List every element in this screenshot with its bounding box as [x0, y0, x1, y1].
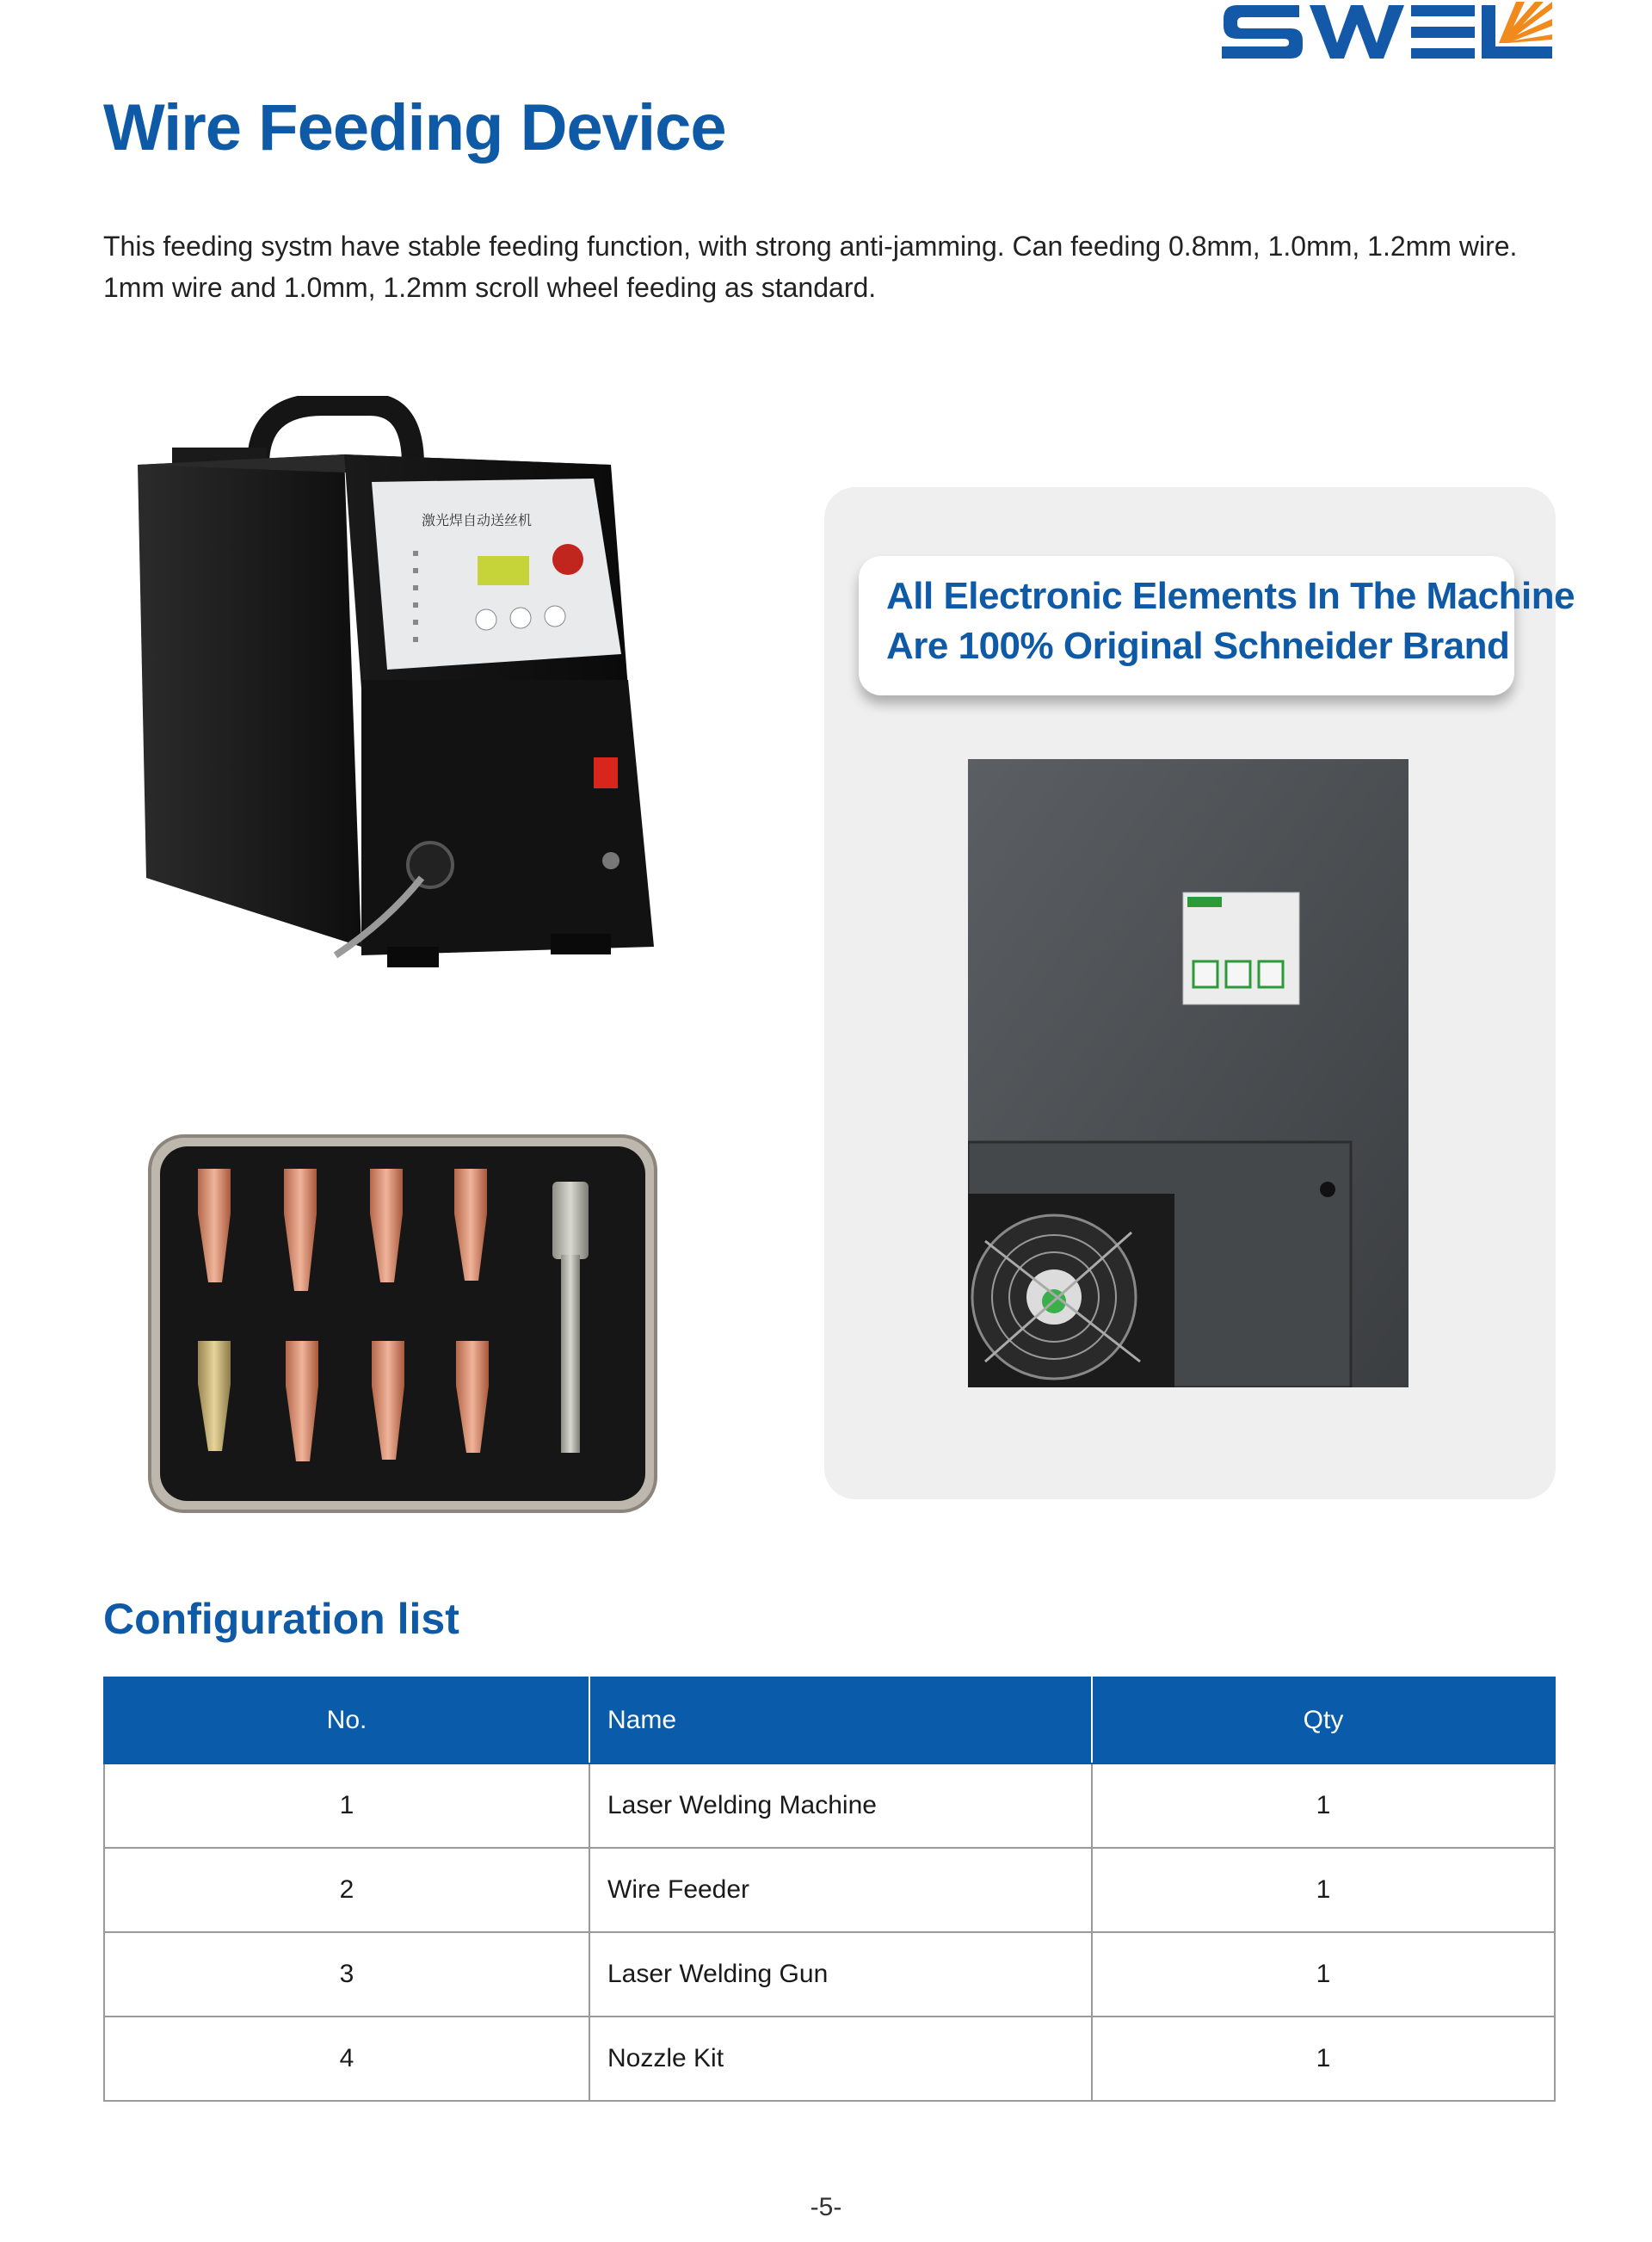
- description-paragraph: This feeding systm have stable feeding function, with strong anti-jamming. Can feeding 0.8mm, 1.0mm, 1.2mm wire. 1mm wire and 1.0mm, 1.2mm scroll wheel feeding as standard.: [103, 231, 1518, 303]
- page-number: -5-: [810, 2193, 842, 2221]
- cell-qty: 1: [1092, 2017, 1555, 2101]
- schneider-callout: [859, 556, 1575, 695]
- cell-name: Laser Welding Machine: [589, 1763, 1092, 1848]
- svg-text:激光焊自动送丝机: 激光焊自动送丝机: [422, 512, 533, 528]
- table-row: [104, 1763, 1555, 1848]
- page-title: Wire Feeding Device: [103, 91, 726, 164]
- schneider-cabinet-image: [968, 759, 1409, 1387]
- cell-no: 2: [104, 1848, 589, 1932]
- callout-line-2: Are 100% Original Schneider Brand: [886, 625, 1510, 667]
- configuration-table: [103, 1677, 1556, 2102]
- table-row: [104, 1848, 1555, 1932]
- callout-line-1: All Electronic Elements In The Machine: [886, 575, 1575, 617]
- cell-no: 1: [104, 1763, 589, 1848]
- cell-qty: 1: [1092, 1848, 1555, 1932]
- cell-name: Wire Feeder: [589, 1848, 1092, 1932]
- cell-name: Laser Welding Gun: [589, 1932, 1092, 2017]
- nozzle-kit-image: [148, 1134, 657, 1513]
- cell-qty: 1: [1092, 1932, 1555, 2017]
- header-qty: Qty: [1092, 1677, 1555, 1763]
- cell-no: 4: [104, 2017, 589, 2101]
- cell-name: Nozzle Kit: [589, 2017, 1092, 2101]
- table-header-row: [104, 1677, 1555, 1763]
- swel-logo: [1220, 0, 1554, 62]
- cell-qty: 1: [1092, 1763, 1555, 1848]
- table-row: [104, 2017, 1555, 2101]
- wire-feeder-machine-image: [129, 396, 671, 990]
- configuration-list-title: Configuration list: [103, 1595, 459, 1643]
- table-row: [104, 1932, 1555, 2017]
- cell-no: 3: [104, 1932, 589, 2017]
- header-name: Name: [589, 1677, 1092, 1763]
- header-no: No.: [104, 1677, 589, 1763]
